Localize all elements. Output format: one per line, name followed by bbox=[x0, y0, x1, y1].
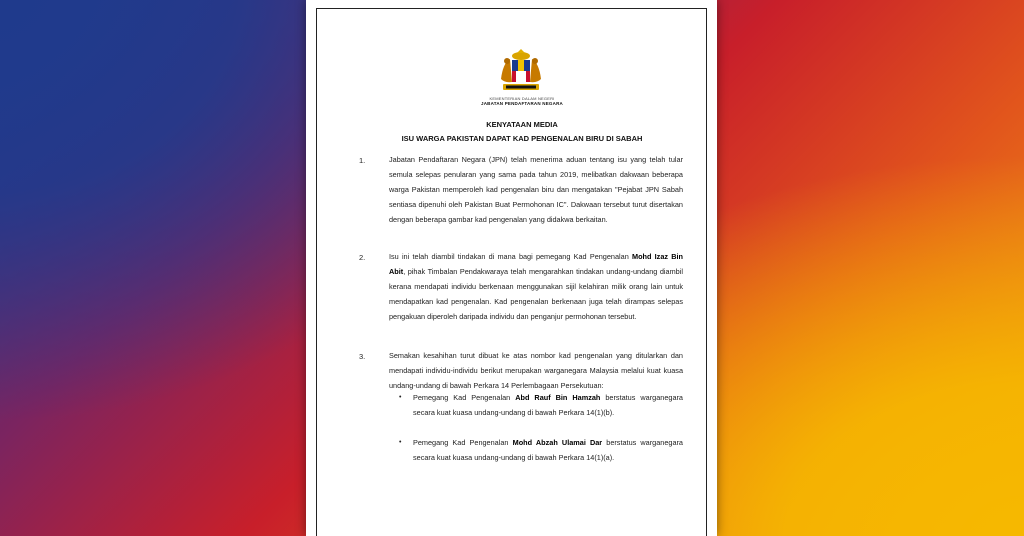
list-item-text: Pemegang Kad Pengenalan bbox=[413, 393, 516, 402]
paragraph-number: 2. bbox=[359, 253, 366, 262]
paragraph-number: 1. bbox=[359, 156, 366, 165]
person-name: Abd Rauf Bin Hamzah bbox=[515, 393, 601, 402]
list-item bbox=[413, 391, 683, 420]
bullet-icon: • bbox=[399, 439, 402, 446]
paragraph-2-text: , pihak Timbalan Pendakwaraya telah mengarahkan tindakan undang-undang diambil kerana mendapati individu berkenaan menggunakan sijil kelahiran milik orang lain untuk mendapatkan kad pengenalan. Kad pengenalan berkenaan juga telah dirampas selepas pengakuan diperoleh daripada individu dan penganjur permohonan tersebut. bbox=[389, 267, 683, 321]
person-name: Mohd Izaz Bin Abit bbox=[389, 252, 683, 276]
list-item-text: Pemegang Kad Pengenalan bbox=[413, 438, 513, 447]
list-item-text: berstatus warganegara secara kuat kuasa undang-undang di bawah Perkara 14(1)(a). bbox=[413, 438, 683, 462]
document-page bbox=[306, 0, 717, 536]
document-subtitle: ISU WARGA PAKISTAN DAPAT KAD PENGENALAN BIRU DI SABAH bbox=[401, 134, 643, 143]
document-border bbox=[316, 8, 707, 536]
person-name: Mohd Abzah Ulamai Dar bbox=[512, 438, 603, 447]
department-name: JABATAN PENDAFTARAN NEGARA bbox=[481, 101, 563, 106]
paragraph-1: Jabatan Pendaftaran Negara (JPN) telah menerima aduan tentang isu yang telah tular semula selepas penularan yang sama pada tahun 2019, melibatkan dakwaan beberapa warga Pakistan memperoleh kad pengenalan biru dan mengatakan "Pejabat JPN Sabah sentiasa dipenuhi oleh Pakistan Buat Permohonan IC". Dakwaan tersebut turut disertakan dengan beberapa gambar kad pengenalan yang didakwa berkaitan. bbox=[389, 155, 683, 224]
bullet-icon: • bbox=[399, 394, 402, 401]
paragraph-2 bbox=[389, 249, 683, 324]
document-title: KENYATAAN MEDIA bbox=[486, 120, 558, 129]
list-item bbox=[413, 436, 683, 465]
paragraph-3: Semakan kesahihan turut dibuat ke atas nombor kad pengenalan yang ditularkan dan mendapati individu-individu berikut merupakan warganegara Malaysia melalui kuat kuasa undang-undang di bawah Perkara 14 Perlembagaan Persekutuan: bbox=[389, 351, 683, 390]
paragraph-number: 3. bbox=[359, 352, 366, 361]
ministry-name: KEMENTERIAN DALAM NEGERI bbox=[489, 96, 555, 101]
malaysia-coat-of-arms-icon bbox=[495, 49, 547, 95]
paragraph-2-text: Isu ini telah diambil tindakan di mana bagi pemegang Kad Pengenalan bbox=[389, 252, 632, 261]
list-item-text: berstatus warganegara secara kuat kuasa undang-undang di bawah Perkara 14(1)(b). bbox=[413, 393, 683, 417]
